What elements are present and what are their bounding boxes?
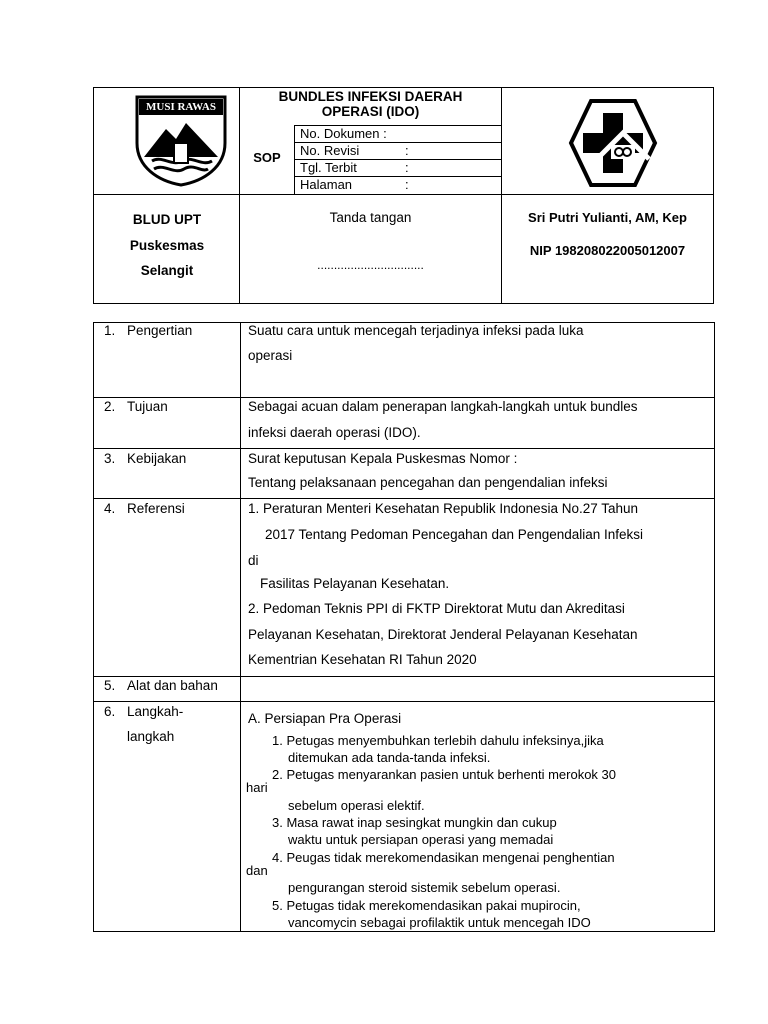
- row-text: infeksi daerah operasi (IDO).: [248, 425, 421, 440]
- row-number: 2.: [104, 399, 116, 414]
- step-text: 3. Masa rawat inap sesingkat mungkin dan cukup: [272, 815, 557, 830]
- table-divider: [93, 448, 715, 449]
- title-line: BUNDLES INFEKSI DAERAH: [278, 89, 463, 104]
- row-label-referensi: Referensi: [127, 501, 185, 516]
- doc-field-label: Halaman: [300, 177, 353, 192]
- doc-field-colon: :: [405, 177, 409, 192]
- doc-field-halaman: [300, 176, 409, 193]
- table-divider: [93, 701, 715, 702]
- section-heading: A. Persiapan Pra Operasi: [248, 711, 402, 726]
- row-label-kebijakan: Kebijakan: [127, 451, 187, 466]
- row-number: 4.: [104, 501, 116, 516]
- row-number: 5.: [104, 678, 116, 693]
- signer-nip: NIP 198208022005012007: [529, 243, 686, 258]
- step-text: ditemukan ada tanda-tanda infeksi.: [288, 750, 491, 765]
- org-name-line: Selangit: [140, 263, 194, 278]
- title-line: OPERASI (IDO): [321, 104, 420, 119]
- step-text: vancomycin sebagai profilaktik untuk mencegah IDO: [288, 915, 591, 930]
- step-text: dan: [246, 863, 268, 878]
- row-text: Surat keputusan Kepala Puskesmas Nomor :: [248, 451, 518, 466]
- row-text: Kementrian Kesehatan RI Tahun 2020: [248, 652, 477, 667]
- step-text: 5. Petugas tidak merekomendasikan pakai mupirocin,: [272, 898, 581, 913]
- doc-field-revisi: [300, 142, 409, 159]
- row-text: Suatu cara untuk mencegah terjadinya infeksi pada luka: [248, 323, 584, 338]
- sop-label: SOP: [253, 150, 281, 165]
- org-name-line: BLUD UPT: [132, 212, 202, 227]
- row-label-langkah: langkah: [127, 729, 175, 744]
- step-text: hari: [246, 780, 268, 795]
- step-text: 1. Petugas menyembuhkan terlebih dahulu infeksinya,jika: [272, 733, 604, 748]
- row-text: operasi: [248, 348, 293, 363]
- table-divider: [93, 397, 715, 398]
- table-divider: [93, 498, 715, 499]
- header-divider: [294, 125, 295, 194]
- step-text: waktu untuk persiapan operasi yang memadai: [288, 832, 554, 847]
- document-title: [240, 89, 501, 119]
- signature-line: ................................: [317, 258, 424, 272]
- row-label-alat-bahan: Alat dan bahan: [127, 678, 218, 693]
- org-name-line: Puskesmas: [129, 238, 205, 253]
- doc-field-label: No. Revisi: [300, 143, 360, 158]
- row-text: Tentang pelaksanaan pencegahan dan pengendalian infeksi: [248, 475, 608, 490]
- doc-field-dokumen: [300, 125, 387, 142]
- logo-text: MUSI RAWAS: [146, 101, 216, 113]
- doc-field-colon: :: [405, 143, 409, 158]
- musi-rawas-logo: [134, 95, 228, 187]
- row-label-langkah: Langkah-: [127, 704, 184, 719]
- row-text: Sebagai acuan dalam penerapan langkah-langkah untuk bundles: [248, 399, 638, 414]
- row-text: 2. Pedoman Teknis PPI di FKTP Direktorat Mutu dan Akreditasi: [248, 601, 625, 616]
- row-text: Pelayanan Kesehatan, Direktorat Jenderal Pelayanan Kesehatan: [248, 627, 638, 642]
- step-text: sebelum operasi elektif.: [288, 798, 425, 813]
- row-text: Fasilitas Pelayanan Kesehatan.: [260, 576, 450, 591]
- table-divider: [240, 322, 241, 932]
- doc-field-label: Tgl. Terbit: [300, 160, 357, 175]
- doc-field-colon: :: [405, 160, 409, 175]
- header-divider: [93, 194, 714, 195]
- row-number: 6.: [104, 704, 116, 719]
- puskesmas-logo: [567, 97, 659, 189]
- row-number: 3.: [104, 451, 116, 466]
- table-divider: [93, 676, 715, 677]
- doc-field-label: No. Dokumen :: [300, 126, 387, 141]
- row-number: 1.: [104, 323, 116, 338]
- signature-label: Tanda tangan: [329, 210, 412, 225]
- step-text: pengurangan steroid sistemik sebelum operasi.: [288, 880, 561, 895]
- step-text: 2. Petugas menyarankan pasien untuk berhenti merokok 30: [272, 767, 616, 782]
- step-text: 4. Peugas tidak merekomendasikan mengenai penghentian: [272, 850, 615, 865]
- row-text: di: [248, 553, 259, 568]
- header-divider: [501, 87, 502, 304]
- row-label-pengertian: Pengertian: [127, 323, 193, 338]
- row-text: 2017 Tentang Pedoman Pencegahan dan Pengendalian Infeksi: [265, 527, 644, 542]
- row-label-tujuan: Tujuan: [127, 399, 168, 414]
- signer-name: Sri Putri Yulianti, AM, Kep: [528, 210, 687, 225]
- doc-field-tgl-terbit: [300, 159, 409, 176]
- row-text: 1. Peraturan Menteri Kesehatan Republik Indonesia No.27 Tahun: [248, 501, 639, 516]
